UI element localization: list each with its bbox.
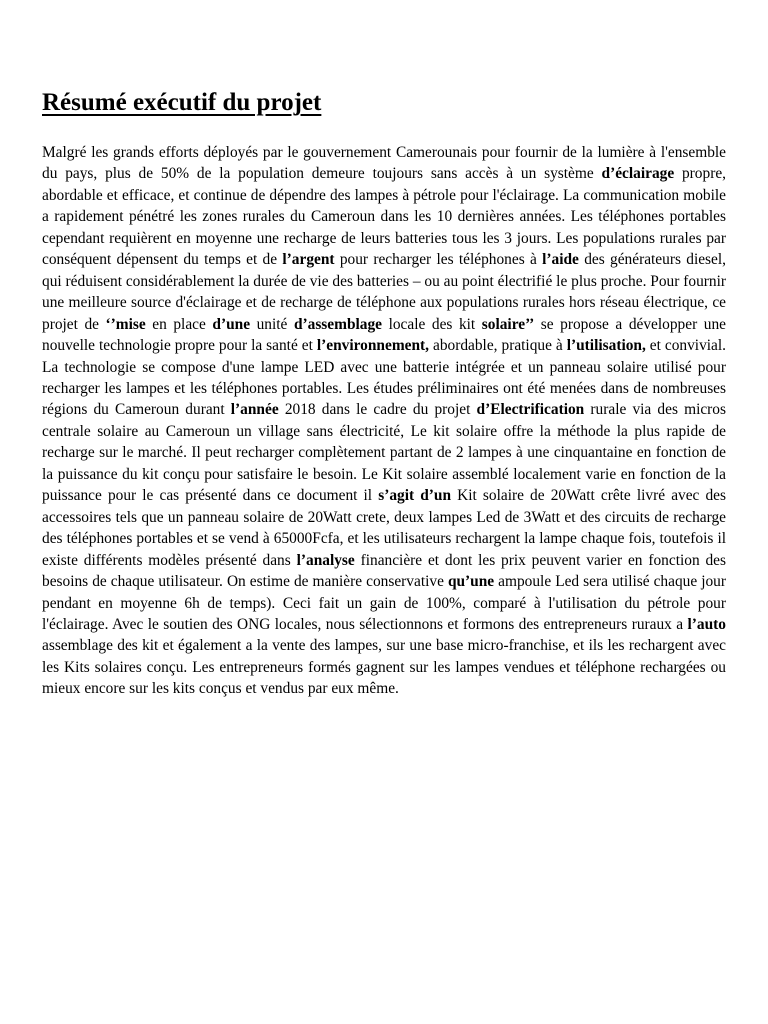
text-run: Malgré les grands efforts déployés par le gouvernement Camerounais pour fournir de la lumière à l'ensemble du pays, plus de 50% de la population demeure toujours sans accès à un système (42, 144, 726, 183)
bold-text-run: d’Electrification (476, 401, 585, 419)
text-run: en place (145, 315, 213, 333)
text-run: financière et dont les prix peuvent varier en fonction des besoins de chaque utilisateur. On estime de manière conservative (42, 551, 726, 591)
text-run: des générateurs diesel, qui réduisent considérablement la durée de vie des batteries – ou au point électrifié le plus proche. Pour fournir une meilleure source d'éclairage et de recharge de téléphone aux populations rurales hors réseau électrique, ce projet de (42, 251, 726, 333)
bold-text-run: ‘’mise (105, 315, 146, 333)
text-run: pour recharger les téléphones à (334, 251, 543, 269)
bold-text-run: l’année (230, 401, 279, 419)
bold-text-run: l’environnement, (316, 337, 430, 355)
bold-text-run: d’éclairage (601, 165, 675, 183)
bold-text-run: l’analyse (296, 551, 355, 569)
text-run: se propose a développer une nouvelle technologie propre pour la santé et (42, 315, 726, 355)
bold-text-run: solaire’’ (481, 315, 535, 333)
document-title: Résumé exécutif du projet (42, 89, 322, 116)
text-run: assemblage des kit et également a la vente des lampes, sur une base micro-franchise, et ils les rechargent avec les Kits solaires conçu. Les entrepreneurs formés gagnent sur les lampes vendues et téléphone rechargées ou mieux encore sur les kits conçus et vendus par eux même. (42, 637, 726, 698)
text-run: ampoule Led sera utilisé chaque jour pendant en moyenne 6h de temps). Ceci fait un gain de 100%, comparé à l'utilisation du pétrole pour l'éclairage. Avec le soutien des ONG locales, nous sélectionnons et formons des entrepreneurs ruraux a (42, 573, 726, 633)
bold-text-run: l’argent (282, 251, 335, 269)
text-run: et convivial. La technologie se compose d'une lampe LED avec une batterie intégrée et un panneau solaire utilisé pour recharger les lampes et les téléphones portables. Les études préliminaires ont été menées dans de nombreuses régions du Cameroun durant (42, 337, 726, 419)
bold-text-run: l’aide (542, 251, 579, 269)
bold-text-run: l’auto (687, 615, 726, 633)
text-run: 2018 dans le cadre du projet (278, 401, 477, 419)
bold-text-run: l’utilisation, (566, 337, 646, 355)
text-run: locale des kit (382, 315, 482, 333)
bold-text-run: qu’une (447, 573, 495, 591)
text-run: Kit solaire de 20Watt crête livré avec des accessoires tels que un panneau solaire de 20Watt crete, deux lampes Led de 3Watt et des circuits de recharge des téléphones portables et se vend à 65000Fcfa, et les utilisateurs rechargent la lampe chaque fois, toutefois il existe différents modèles présenté dans (42, 487, 726, 569)
text-run: rurale via des micros centrale solaire au Cameroun un village sans électricité, Le kit solaire offre la méthode la plus rapide de recharge sur le marché. Il peut recharger complètement partant de 2 lampes à une cinquantaine en fonction de la puissance du kit conçu pour satisfaire le besoin. Le Kit solaire assemblé localement varie en fonction de la puissance pour le cas présenté dans ce document il (42, 401, 726, 505)
text-run: unité (250, 315, 294, 333)
text-run: abordable, pratique à (429, 337, 567, 355)
text-run: propre, abordable et efficace, et continue de dépendre des lampes à pétrole pour l'éclairage. La communication mobile a rapidement pénétré les zones rurales du Cameroun dans les 10 dernières années. Les téléphones portables cependant requièrent en moyenne une recharge de leurs batteries tous les 3 jours. Les populations rurales par conséquent dépensent du temps et de (42, 165, 726, 269)
bold-text-run: d’une (212, 315, 251, 333)
bold-text-run: s’agit d’un (378, 487, 452, 505)
bold-text-run: d’assemblage (293, 315, 383, 333)
summary-paragraph (42, 142, 726, 802)
